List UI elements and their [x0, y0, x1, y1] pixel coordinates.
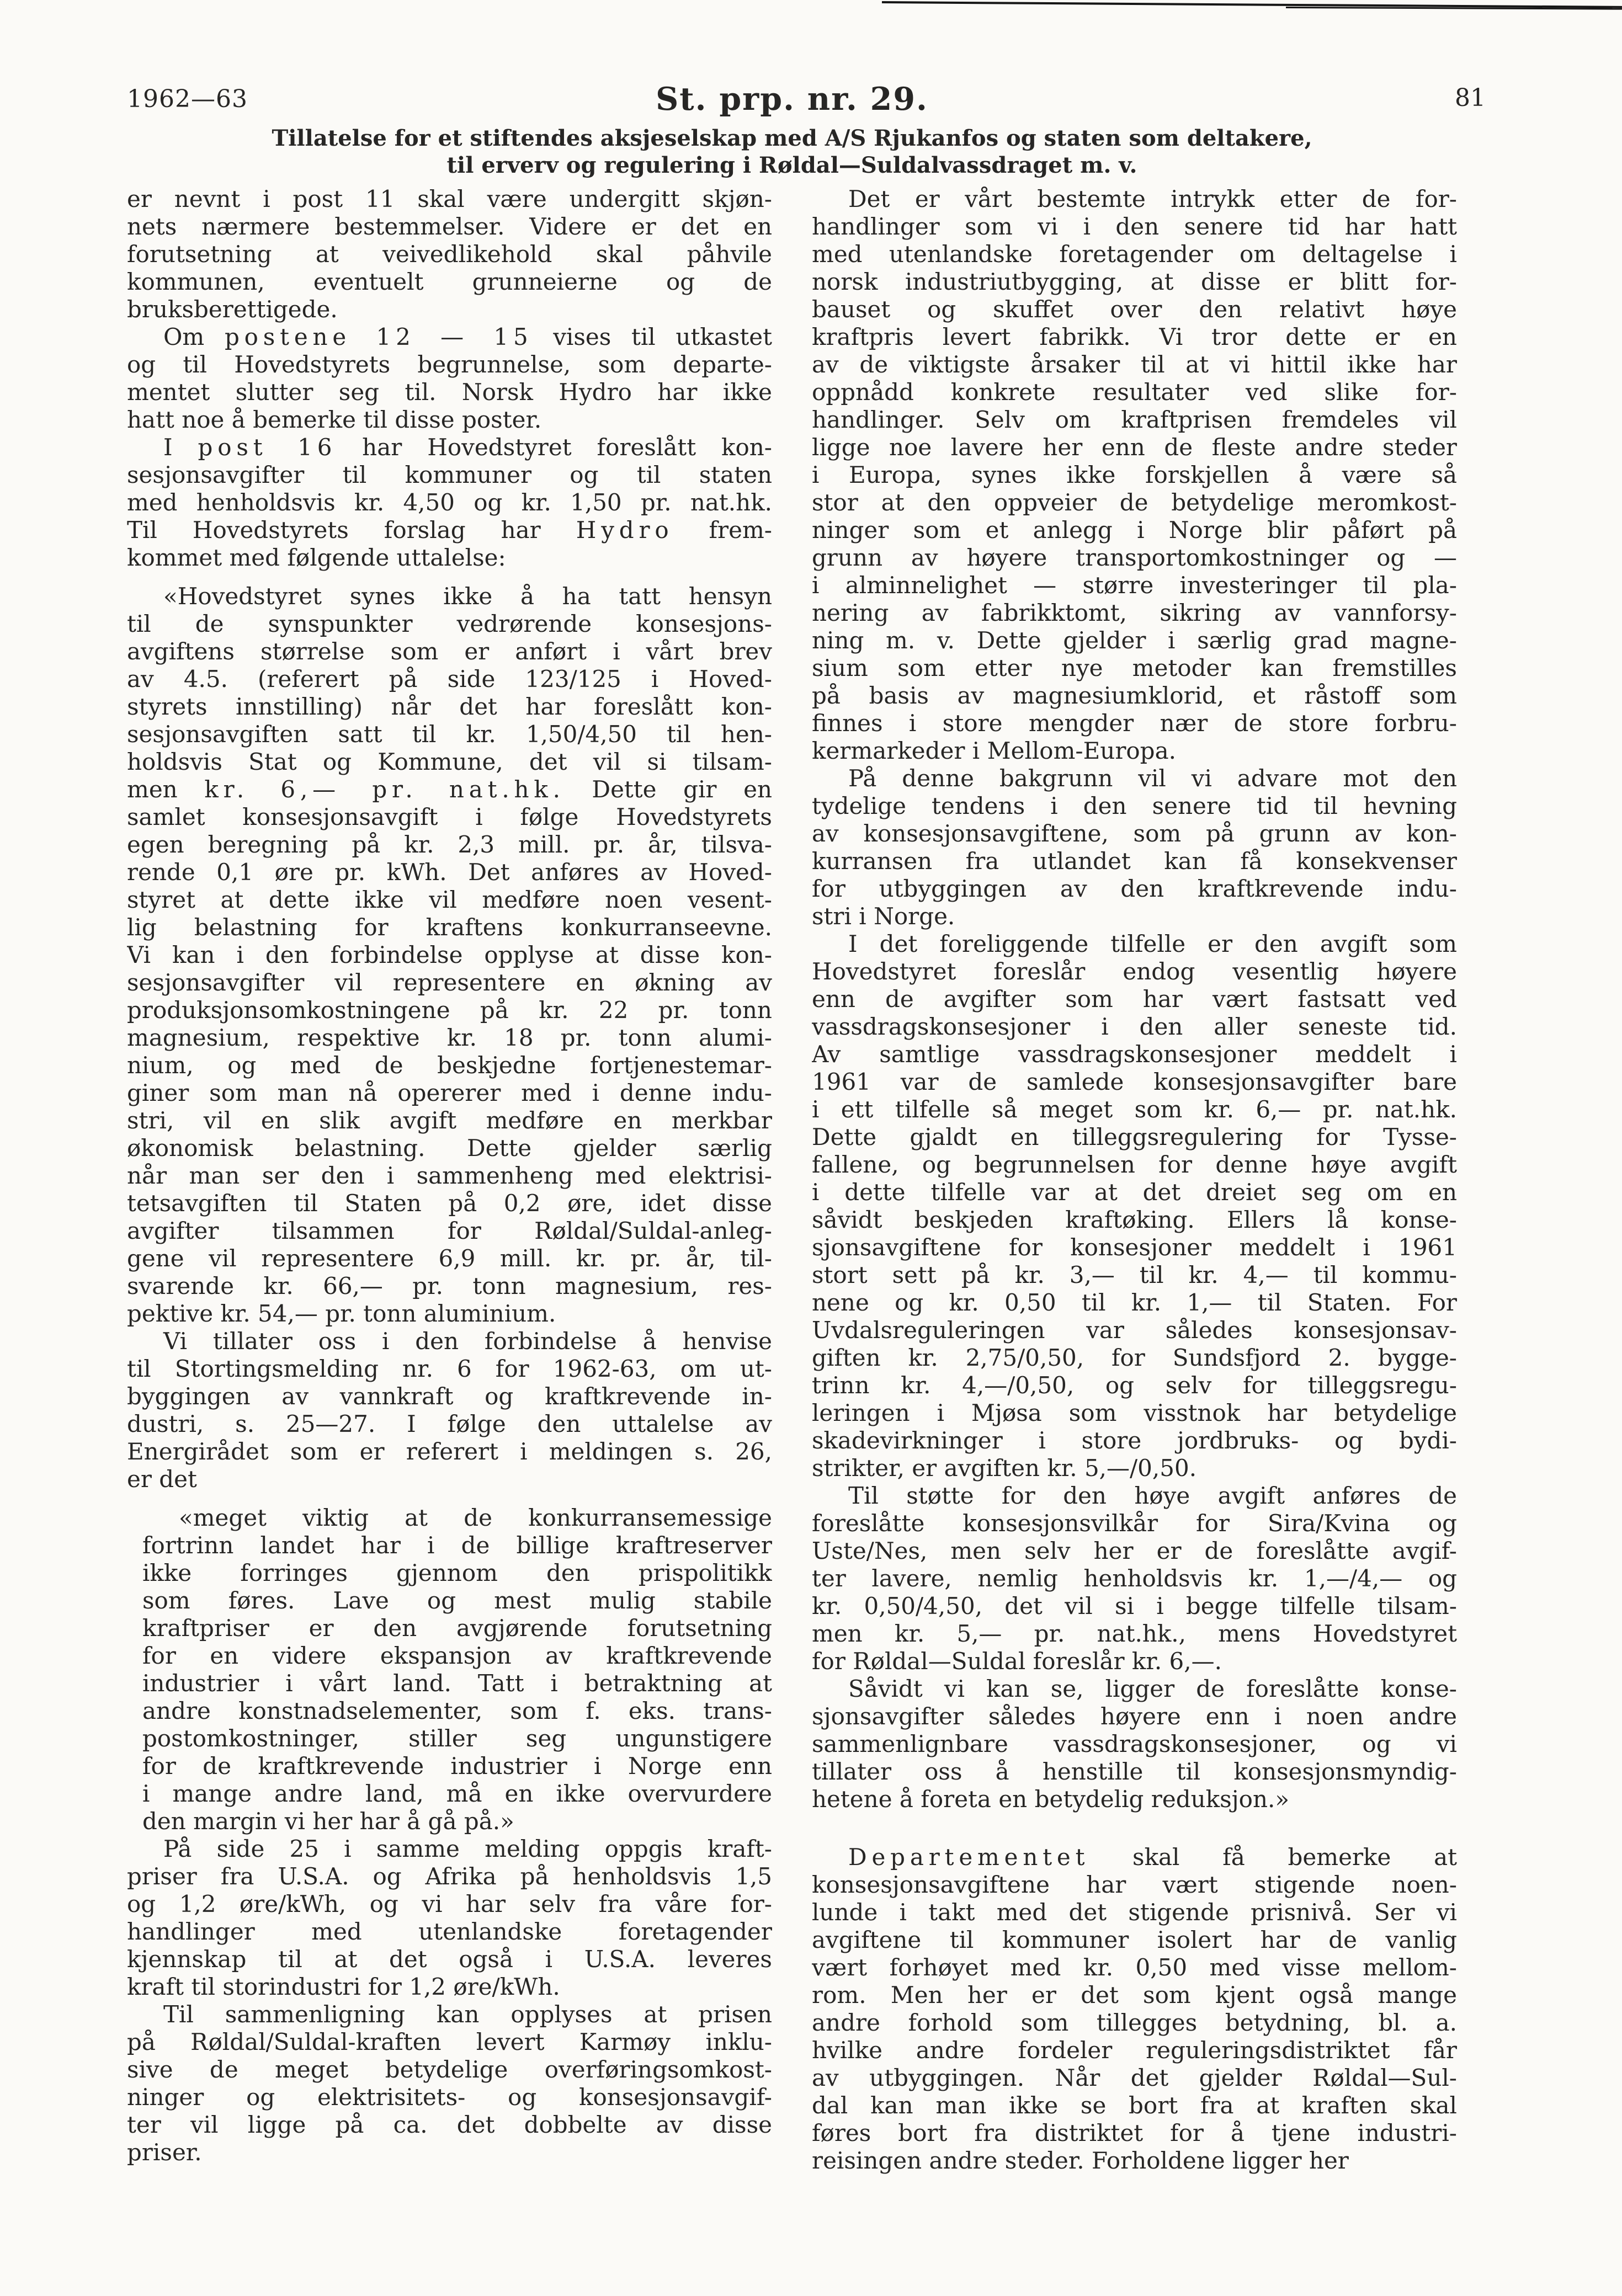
text-line: for utbyggingen av den kraftkrevende indu-: [812, 875, 1457, 902]
text-line: konsesjonsavgiftene har vært stigende noen-: [812, 1871, 1457, 1898]
text-line: fortrinn landet har i de billige kraftreserver: [142, 1532, 772, 1559]
text-line: ligge noe lavere her enn de fleste andre steder: [812, 434, 1457, 461]
text-line: lunde i takt med det stigende prisnivå. Ser vi: [812, 1899, 1457, 1926]
text-line: leringen i Mjøsa som visstnok har betydelige: [812, 1399, 1457, 1426]
text-line: i Europa, synes ikke forskjellen å være så: [812, 461, 1457, 488]
text-line: stri, vil en slik avgift medføre en merkbar: [127, 1107, 772, 1134]
text-line: forutsetning at veivedlikehold skal påhvile: [127, 241, 772, 268]
text-line: ikke forringes gjennom den prispolitikk: [142, 1559, 772, 1586]
text-line: avgiftens størrelse som er anført i vårt brev: [127, 638, 772, 665]
text-line: kommet med følgende uttalelse:: [127, 544, 506, 571]
text-line: til Stortingsmelding nr. 6 for 1962-63, om ut-: [127, 1355, 772, 1382]
text-line: Til sammenligning kan opplyses at prisen: [163, 2001, 772, 2028]
document-subtitle: [127, 125, 1457, 179]
text-line: handlinger som vi i den senere tid har hatt: [812, 213, 1457, 240]
text-line: Vi tillater oss i den forbindelse å henvise: [163, 1328, 772, 1355]
paragraph: [812, 185, 1457, 765]
text-line: tydelige tendens i den senere tid til hevning: [812, 792, 1457, 819]
text-line: byggingen av vannkraft og kraftkrevende in-: [127, 1383, 772, 1410]
text-line: samlet konsesjonsavgift i følge Hovedstyrets: [127, 803, 772, 830]
text-line: På side 25 i samme melding oppgis kraft-: [163, 1835, 772, 1862]
letterspaced-text: Departementet: [848, 1844, 1090, 1871]
page-number: 81: [1455, 84, 1486, 112]
subtitle-line-1: Tillatelse for et stiftendes aksjeselskap med A/S Rjukanfos og staten som deltakere,: [272, 125, 1312, 151]
text-line: avgifter tilsammen for Røldal/Suldal-anleg-: [127, 1217, 772, 1244]
text-line: av de viktigste årsaker til at vi hittil ikke har: [812, 351, 1457, 378]
left-column: [127, 185, 772, 2175]
text-line: grunn av høyere transportomkostninger og —: [812, 544, 1457, 571]
text-line: kommunen, eventuelt grunneierne og de: [127, 268, 772, 295]
text-line: Uste/Nes, men selv her er de foreslåtte avgif-: [812, 1537, 1457, 1564]
text-line: Dette gjaldt en tilleggsregulering for Tysse-: [812, 1123, 1457, 1150]
text-line: sive de meget betydelige overføringsomkost-: [127, 2056, 772, 2083]
text-line: Energirådet som er referert i meldingen s. 26,: [127, 1438, 772, 1465]
text-line: «meget viktig at de konkurransemessige: [179, 1504, 772, 1531]
text-line: sammenlignbare vassdragskonsesjoner, og vi: [812, 1730, 1457, 1757]
text-line: nium, og med de beskjedne fortjenestemar-: [127, 1052, 772, 1079]
text-line: avgiftene til kommuner isolert har de vanlig: [812, 1926, 1457, 1953]
text-line: tillater oss å henstille til konsesjonsmyndig-: [812, 1758, 1457, 1785]
text-line: for en videre ekspansjon av kraftkrevende: [142, 1642, 772, 1669]
text-line: foreslåtte konsesjonsvilkår for Sira/Kvina og: [812, 1510, 1457, 1537]
letterspaced-text: postene 12 — 15: [224, 323, 533, 350]
text-line: av konsesjonsavgiftene, som på grunn av kon-: [812, 820, 1457, 847]
text-line: I det foreliggende tilfelle er den avgift som: [848, 930, 1457, 957]
text-line: hetene å foreta en betydelig reduksjon.»: [812, 1786, 1290, 1813]
text-line: er det: [127, 1466, 197, 1493]
text-line: stort sett på kr. 3,— til kr. 4,— til kommu-: [812, 1261, 1457, 1288]
text-line: med utenlandske foretagender om deltagelse i: [812, 241, 1457, 268]
paragraph: [127, 583, 772, 1328]
text-line: priser.: [127, 2139, 202, 2166]
text-line: vassdragskonsesjoner i den aller seneste tid.: [812, 1013, 1457, 1040]
paragraph: [127, 323, 772, 434]
subtitle-line-2: til erverv og regulering i Røldal—Suldalvassdraget m. v.: [446, 152, 1137, 178]
text-line: svarende kr. 66,— pr. tonn magnesium, res-: [127, 1272, 772, 1299]
text-line: på basis av magnesiumklorid, et råstoff som: [812, 682, 1457, 709]
text-line: magnesium, respektive kr. 18 pr. tonn alumi-: [127, 1024, 772, 1051]
paragraph: [127, 434, 772, 572]
text-line: 1961 var de samlede konsesjonsavgifter bare: [812, 1068, 1457, 1095]
text-line: bauset og skuffet over den relativt høye: [812, 296, 1457, 323]
text-line: for Røldal—Suldal foreslår kr. 6,—.: [812, 1648, 1222, 1675]
text-line: økonomisk belastning. Dette gjelder særlig: [127, 1134, 772, 1162]
text-line: postomkostninger, stiller seg ungunstigere: [142, 1725, 772, 1752]
text-line: andre konstnadselementer, som f. eks. trans-: [142, 1697, 772, 1724]
text-line: ninger og elektrisitets- og konsesjonsavgif-: [127, 2084, 772, 2111]
paragraph: [812, 1482, 1457, 1675]
text-line: er nevnt i post 11 skal være undergitt skjøn-: [127, 185, 772, 212]
text-line: Til støtte for den høye avgift anføres de: [848, 1482, 1457, 1509]
text-line: sesjonsavgiften satt til kr. 1,50/4,50 til hen-: [127, 721, 772, 748]
text-line: rende 0,1 øre pr. kWh. Det anføres av Hoved-: [127, 859, 772, 886]
text-line: «Hovedstyret synes ikke å ha tatt hensyn: [163, 583, 772, 610]
paragraph: [127, 1835, 772, 2001]
text-line: sjonsavgiftene for konsesjoner meddelt i 1961: [812, 1234, 1457, 1261]
text-line: styret at dette ikke vil medføre noen vesent-: [127, 886, 772, 913]
text-line: den margin vi her har å gå på.»: [142, 1808, 514, 1835]
text-line: kr. 0,50/4,50, det vil si i begge tilfelle tilsam-: [812, 1592, 1457, 1620]
text-line: tetsavgiften til Staten på 0,2 øre, idet disse: [127, 1190, 772, 1217]
text-line: giften kr. 2,75/0,50, for Sundsfjord 2. bygge-: [812, 1344, 1457, 1371]
text-line: av 4.5. (referert på side 123/125 i Hoved-: [127, 665, 772, 692]
text-line: stri i Norge.: [812, 903, 955, 930]
text-line: sjonsavgifter således høyere enn i noen andre: [812, 1703, 1457, 1730]
edition-year: 1962—63: [127, 85, 248, 113]
text-line: sium som etter nye metoder kan fremstilles: [812, 654, 1457, 681]
text-line: for de kraftkrevende industrier i Norge enn: [142, 1752, 772, 1780]
text-line: industrier i vårt land. Tatt i betraktning at: [142, 1670, 772, 1697]
text-line: Vi kan i den forbindelse opplyse at disse kon-: [127, 941, 772, 968]
text-line: nets nærmere bestemmelser. Videre er det en: [127, 213, 772, 240]
text-line: ter vil ligge på ca. det dobbelte av disse: [127, 2111, 772, 2138]
text-line: Hovedstyret foreslår endog vesentlig høyere: [812, 958, 1457, 985]
text-line: til de synspunkter vedrørende konsesjons-: [127, 610, 772, 637]
text-line: ninger som et anlegg i Norge blir påført på: [812, 516, 1457, 544]
text-line: når man ser den i sammenheng med elektrisi-: [127, 1162, 772, 1189]
paragraph: [812, 930, 1457, 1482]
text-line: fallene, og begrunnelsen for denne høye avgift: [812, 1151, 1457, 1178]
text-line: giner som man nå opererer med i denne indu-: [127, 1079, 772, 1106]
right-column: [812, 185, 1457, 2175]
text-line: nering av fabrikktomt, sikring av vannforsy-: [812, 599, 1457, 626]
text-line: dal kan man ikke se bort fra at kraften skal: [812, 2092, 1457, 2119]
text-line: stor at den oppveier de betydelige meromkost-: [812, 489, 1457, 516]
text-line: kermarkeder i Mellom-Europa.: [812, 737, 1176, 764]
text-line: Såvidt vi kan se, ligger de foreslåtte konse-: [848, 1675, 1457, 1702]
text-line: handlinger med utenlandske foretagender: [127, 1918, 772, 1945]
text-line: trinn kr. 4,—/0,50, og selv for tilleggsregu-: [812, 1372, 1457, 1399]
text-line: ter lavere, nemlig henholdsvis kr. 1,—/4,— og: [812, 1565, 1457, 1592]
text-line: føres bort fra distriktet for å tjene industri-: [812, 2119, 1457, 2146]
text-line: egen beregning på kr. 2,3 mill. pr. år, tilsva-: [127, 831, 772, 858]
paragraph: [812, 1675, 1457, 1813]
text-line: men kr. 6,— pr. nat.hk. Dette gir en: [127, 776, 772, 803]
paragraph: [812, 1844, 1457, 2175]
text-line: Uvdalsreguleringen var således konsesjonsav-: [812, 1317, 1457, 1344]
paragraph: [127, 1328, 772, 1493]
text-line: kraftpris levert fabrikk. Vi tror dette er en: [812, 323, 1457, 350]
text-line: bruksberettigede.: [127, 296, 338, 323]
text-line: og til Hovedstyrets begrunnelse, som departe-: [127, 351, 772, 378]
letterspaced-text: Hydro: [576, 516, 674, 544]
text-line: vært forhøyet med kr. 0,50 med visse mellom-: [812, 1954, 1457, 1981]
text-line: I post 16 har Hovedstyret foreslått kon-: [163, 434, 772, 461]
text-line: kurransen fra utlandet kan få konsekvenser: [812, 848, 1457, 875]
text-line: pektive kr. 54,— pr. tonn aluminium.: [127, 1300, 556, 1327]
paragraph: [812, 765, 1457, 930]
text-line: Av samtlige vassdragskonsesjoner meddelt i: [812, 1041, 1457, 1068]
text-line: andre forhold som tillegges betydning, bl. a.: [812, 2009, 1457, 2036]
text-line: handlinger. Selv om kraftprisen fremdeles vil: [812, 406, 1457, 433]
text-line: produksjonsomkostningene på kr. 22 pr. tonn: [127, 997, 772, 1024]
text-line: i alminnelighet — større investeringer til pla-: [812, 572, 1457, 599]
page-header: [127, 81, 1486, 119]
text-line: Om postene 12 — 15 vises til utkastet: [163, 323, 772, 350]
text-line: priser fra U.S.A. og Afrika på henholdsvis 1,5: [127, 1863, 772, 1890]
text-line: Det er vårt bestemte intrykk etter de for-: [848, 185, 1457, 212]
text-line: Departementet skal få bemerke at: [848, 1844, 1457, 1871]
text-line: mentet slutter seg til. Norsk Hydro har ikke: [127, 379, 772, 406]
paragraph: [127, 2001, 772, 2166]
letterspaced-text: post 16: [198, 434, 337, 461]
text-line: hvilke andre fordeler reguleringsdistriktet får: [812, 2037, 1457, 2064]
text-line: rom. Men her er det som kjent også mange: [812, 1981, 1457, 2009]
text-line: skadevirkninger i store jordbruks- og bydi-: [812, 1427, 1457, 1454]
text-line: På denne bakgrunn vil vi advare mot den: [848, 765, 1457, 792]
text-columns: [127, 185, 1457, 2175]
text-line: ning m. v. Dette gjelder i særlig grad magne-: [812, 627, 1457, 654]
text-line: med henholdsvis kr. 4,50 og kr. 1,50 pr. nat.hk.: [127, 489, 772, 516]
text-line: i dette tilfelle var at det dreiet seg om en: [812, 1179, 1457, 1206]
text-line: lig belastning for kraftens konkurranseevne.: [127, 914, 772, 941]
text-line: kraftpriser er den avgjørende forutsetning: [142, 1615, 772, 1642]
text-line: men kr. 5,— pr. nat.hk., mens Hovedstyret: [812, 1620, 1457, 1647]
text-line: såvidt beskjeden kraftøking. Ellers lå konse-: [812, 1206, 1457, 1233]
text-line: kraft til storindustri for 1,2 øre/kWh.: [127, 1973, 560, 2000]
text-line: kjennskap til at det også i U.S.A. leveres: [127, 1946, 772, 1973]
paragraph: [127, 185, 772, 323]
text-line: strikter, er avgiften kr. 5,—/0,50.: [812, 1455, 1197, 1482]
text-line: enn de avgifter som har vært fastsatt ved: [812, 985, 1457, 1013]
text-line: på Røldal/Suldal-kraften levert Karmøy inklu-: [127, 2028, 772, 2055]
text-line: styrets innstilling) når det har foreslått kon-: [127, 693, 772, 720]
text-line: av utbyggingen. Når det gjelder Røldal—Sul-: [812, 2064, 1457, 2091]
text-line: hatt noe å bemerke til disse poster.: [127, 406, 542, 433]
text-line: gene vil representere 6,9 mill. kr. pr. år, til-: [127, 1245, 772, 1272]
text-line: oppnådd konkrete resultater ved slike for-: [812, 379, 1457, 406]
text-line: og 1,2 øre/kWh, og vi har selv fra våre for-: [127, 1890, 772, 1917]
text-line: finnes i store mengder nær de store forbru-: [812, 710, 1457, 737]
text-line: i mange andre land, må en ikke overvurdere: [142, 1780, 772, 1807]
text-line: nene og kr. 0,50 til kr. 1,— til Staten. For: [812, 1289, 1457, 1316]
text-line: sesjonsavgifter vil representere en økning av: [127, 969, 772, 996]
paragraph: [127, 1504, 772, 1835]
letterspaced-text: kr. 6,— pr. nat.hk.: [204, 776, 565, 803]
document-title: St. prp. nr. 29.: [656, 81, 928, 118]
text-line: dustri, s. 25—27. I følge den uttalelse av: [127, 1410, 772, 1437]
text-line: sesjonsavgifter til kommuner og til staten: [127, 461, 772, 488]
text-line: som føres. Lave og mest mulig stabile: [142, 1587, 772, 1614]
text-line: reisingen andre steder. Forholdene ligger her: [812, 2147, 1349, 2174]
text-line: norsk industriutbygging, at disse er blitt for-: [812, 268, 1457, 295]
text-line: Til Hovedstyrets forslag har Hydro frem-: [127, 516, 772, 544]
text-line: i ett tilfelle så meget som kr. 6,— pr. nat.hk.: [812, 1096, 1457, 1123]
text-line: holdsvis Stat og Kommune, det vil si tilsam-: [127, 748, 772, 775]
